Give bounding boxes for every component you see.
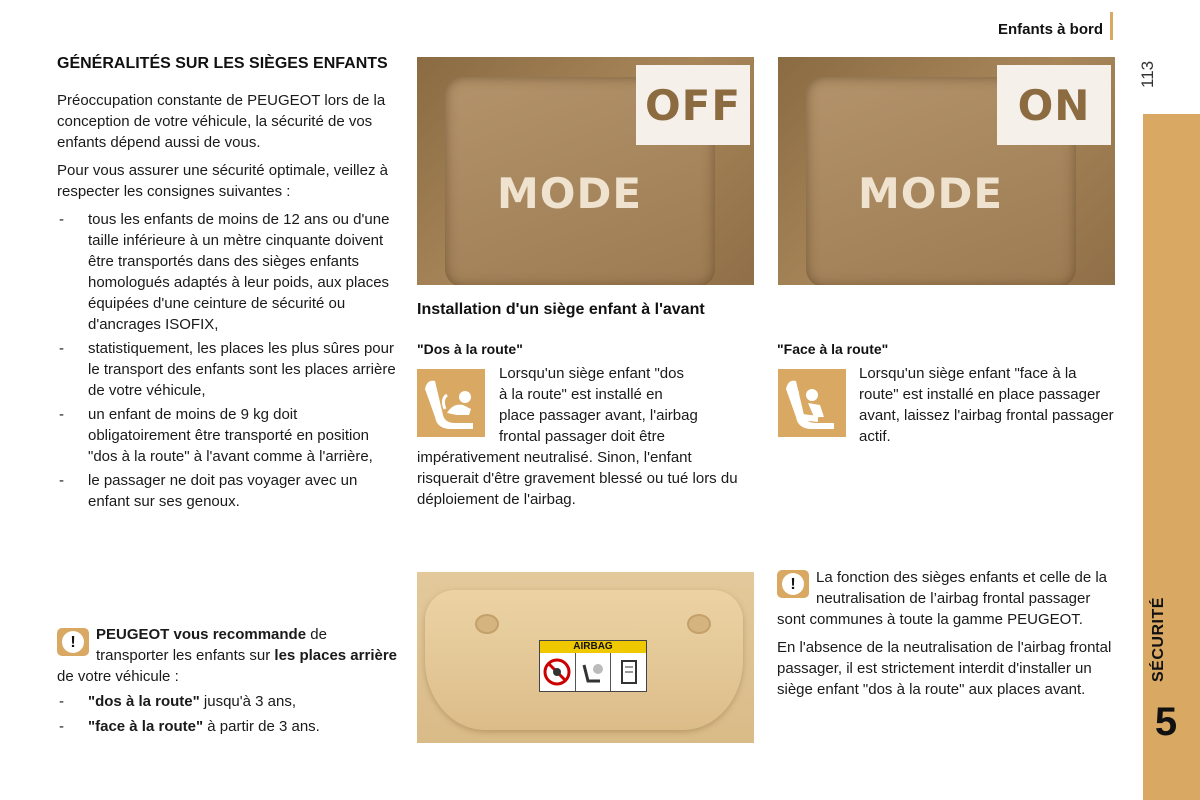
airbag-off-photo [417, 57, 754, 285]
mode-text: MODE [858, 169, 1004, 218]
visor-clip [687, 614, 711, 634]
recommendation-text: de transporter les enfants sur [96, 626, 327, 664]
rear-facing-text-continued: impérativement neutralisé. Sinon, l'enfant risquerait d'être gravement blessé ou tué lors du déploiement de l'airbag. [417, 449, 738, 508]
recommendation-bold: PEUGEOT vous recommande [96, 626, 307, 643]
chapter-tab [1143, 114, 1200, 800]
general-section [57, 54, 397, 515]
rear-facing-text: Lorsqu'un siège enfant "dos à la route" est installé en place passager avant, l'airbag frontal passager doit être [499, 365, 698, 445]
mode-text: MODE [497, 169, 643, 218]
running-header: Enfants à bord [997, 21, 1103, 38]
list-item: - tous les enfants de moins de 12 ans ou d'une taille inférieure à un mètre cinquante doivent être transportés dans des sièges enfants homologués adaptés à leur poids, aux places équipées d'une ceinture de sécurité ou d'ancrages ISOFIX, [57, 209, 397, 335]
installation-heading: Installation d'un siège enfant à l'avant [417, 301, 705, 318]
off-label: OFF [636, 65, 750, 145]
recommendation-list [57, 691, 397, 737]
sun-visor-photo [417, 572, 754, 743]
rules-list [57, 209, 397, 512]
list-item: - statistiquement, les places les plus sûres pour le transport des enfants sont les places arrière de votre véhicule, [57, 338, 397, 401]
general-advice: Pour vous assurer une sécurité optimale, veillez à respecter les consignes suivantes : [57, 162, 388, 200]
recommendation-rear: les places arrière [274, 647, 398, 664]
section-label: SÉCURITÉ [1150, 597, 1167, 683]
general-intro: Préoccupation constante de PEUGEOT lors de la conception de votre véhicule, la sécurité de vos enfants dépend aussi de vous. [57, 92, 386, 151]
chapter-number: 5 [1154, 700, 1178, 744]
forward-facing-heading: "Face à la route" [777, 341, 889, 357]
forward-facing-child-seat-icon [778, 369, 846, 437]
list-item: - un enfant de moins de 9 kg doit obligatoirement être transporté en position "dos à la route" à l'avant comme à l'arrière, [57, 404, 397, 467]
info-block [777, 567, 1117, 707]
recommendation-text-end: de votre véhicule : [57, 668, 179, 685]
airbag-warning-label: AIRBAG [539, 640, 647, 692]
general-heading: GÉNÉRALITÉS SUR LES SIÈGES ENFANTS [57, 55, 388, 72]
list-item: - "face à la route" à partir de 3 ans. [57, 716, 397, 737]
recommendation-block [57, 624, 397, 741]
info-text-2: En l'absence de la neutralisation de l'airbag frontal passager, il est strictement interdit d'installer un siège enfant "dos à la route" aux places avant. [777, 639, 1112, 698]
info-text: La fonction des sièges enfants et celle de la neutralisation de l’airbag frontal passager sont communes à toute la gamme PEUGEOT. [777, 569, 1108, 628]
airbag-on-photo [778, 57, 1115, 285]
prohibited-seat-icon [540, 653, 576, 691]
rear-facing-child-seat-icon [417, 369, 485, 437]
warning-icon: ! [57, 628, 89, 656]
list-item: - le passager ne doit pas voyager avec un enfant sur ses genoux. [57, 470, 397, 512]
rear-facing-heading: "Dos à la route" [417, 341, 523, 357]
on-label: ON [997, 65, 1111, 145]
airbag-seat-icon [576, 653, 612, 691]
manual-book-icon [611, 653, 646, 691]
visor-clip [475, 614, 499, 634]
forward-facing-text: Lorsqu'un siège enfant "face à la route" est installé en place passager avant, laissez l'airbag frontal passager actif. [859, 365, 1114, 445]
header-rule [1110, 12, 1113, 40]
sun-visor [425, 590, 743, 730]
list-item: - "dos à la route" jusqu'à 3 ans, [57, 691, 397, 712]
warning-icon: ! [777, 570, 809, 598]
page-number: 113 [1138, 60, 1157, 88]
